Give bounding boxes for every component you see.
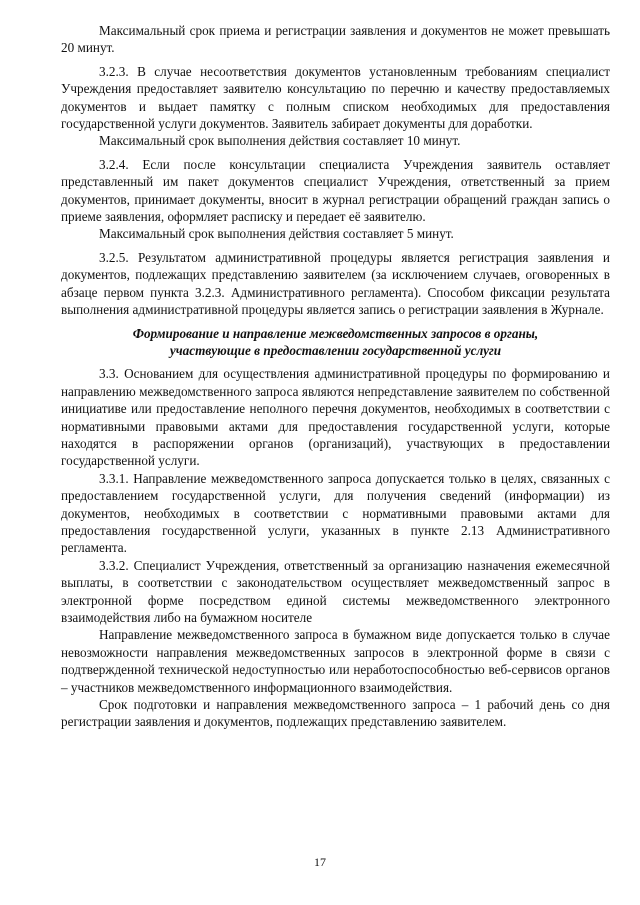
section-heading-line-2: участвующие в предоставлении государственной услуги — [169, 342, 502, 358]
paragraph-max-time-5: Максимальный срок выполнения действия составляет 5 минут. — [99, 226, 454, 242]
paragraph-request-deadline: Срок подготовки и направления межведомственного запроса – 1 рабочий день со дня регистрации заявления и документов, подлежащих представлению заявителем. — [61, 697, 610, 730]
section-heading — [61, 325, 610, 360]
paragraph-max-time-10: Максимальный срок выполнения действия составляет 10 минут. — [99, 133, 461, 149]
page-body — [61, 22, 610, 731]
paragraph-max-registration-time: Максимальный срок приема и регистрации заявления и документов не может превышать 20 минут. — [61, 23, 610, 56]
paragraph-3-2-4: 3.2.4. Если после консультации специалиста Учреждения заявитель оставляет представленный им пакет документов специалист Учреждения, ответственный за прием документов, принимает документы, вносит в журнал регистрации обращений граждан запись о приеме заявления, оформляет расписку и передает её заявителю. — [61, 156, 610, 225]
paragraph-3-2-3: 3.2.3. В случае несоответствия документов установленным требованиям специалист Учреждения предоставляет заявителю консультацию по перечню и качеству предоставляемых документов и выдает памятку с полным списком необходимых для предоставления государственной услуги документов. Заявитель забирает документы для доработки. — [61, 63, 610, 132]
paragraph-3-2-5: 3.2.5. Результатом административной процедуры является регистрация заявления и документов, подлежащих представлению заявителем (за исключением случаев, оговоренных в абзаце первом пункта 3.2.3. Административного регламента). Способом фиксации результата выполнения административной процедуры является запись о регистрации заявления в Журнале. — [61, 249, 610, 318]
paragraph-paper-request: Направление межведомственного запроса в бумажном виде допускается только в случае невозможности направления межведомственных запросов в электронной форме в связи с подтвержденной технической недоступностью или неработоспособностью веб-сервисов органов – участников межведомственного информационного взаимодействия. — [61, 627, 610, 695]
page-number: 17 — [314, 855, 326, 869]
paragraph-3-3: 3.3. Основанием для осуществления административной процедуры по формированию и направлению межведомственного запроса являются непредставление заявителем по собственной инициативе или предоставление неполного перечня документов, необходимых в соответствии с нормативными правовыми актами для предоставления государственной услуги, которые находятся в распоряжении органов (организаций), участвующих в предоставлении государственной услуги. — [61, 366, 610, 469]
paragraph-3-3-1: 3.3.1. Направление межведомственного запроса допускается только в целях, связанных с предоставлением государственной услуги, для получения сведений (информации) из документов, необходимых в соответствии с нормативными правовыми актами для предоставления государственной услуги, указанных в пункте 2.13 Административного регламента. — [61, 470, 610, 556]
section-heading-line-1: Формирование и направление межведомственных запросов в органы, — [132, 325, 539, 341]
paragraph-3-3-2: 3.3.2. Специалист Учреждения, ответственный за организацию назначения ежемесячной выплаты, в соответствии с законодательством осуществляет межведомственный запрос в электронной форме посредством единой системы межведомственного электронного взаимодействия либо на бумажном носителе — [61, 557, 610, 625]
